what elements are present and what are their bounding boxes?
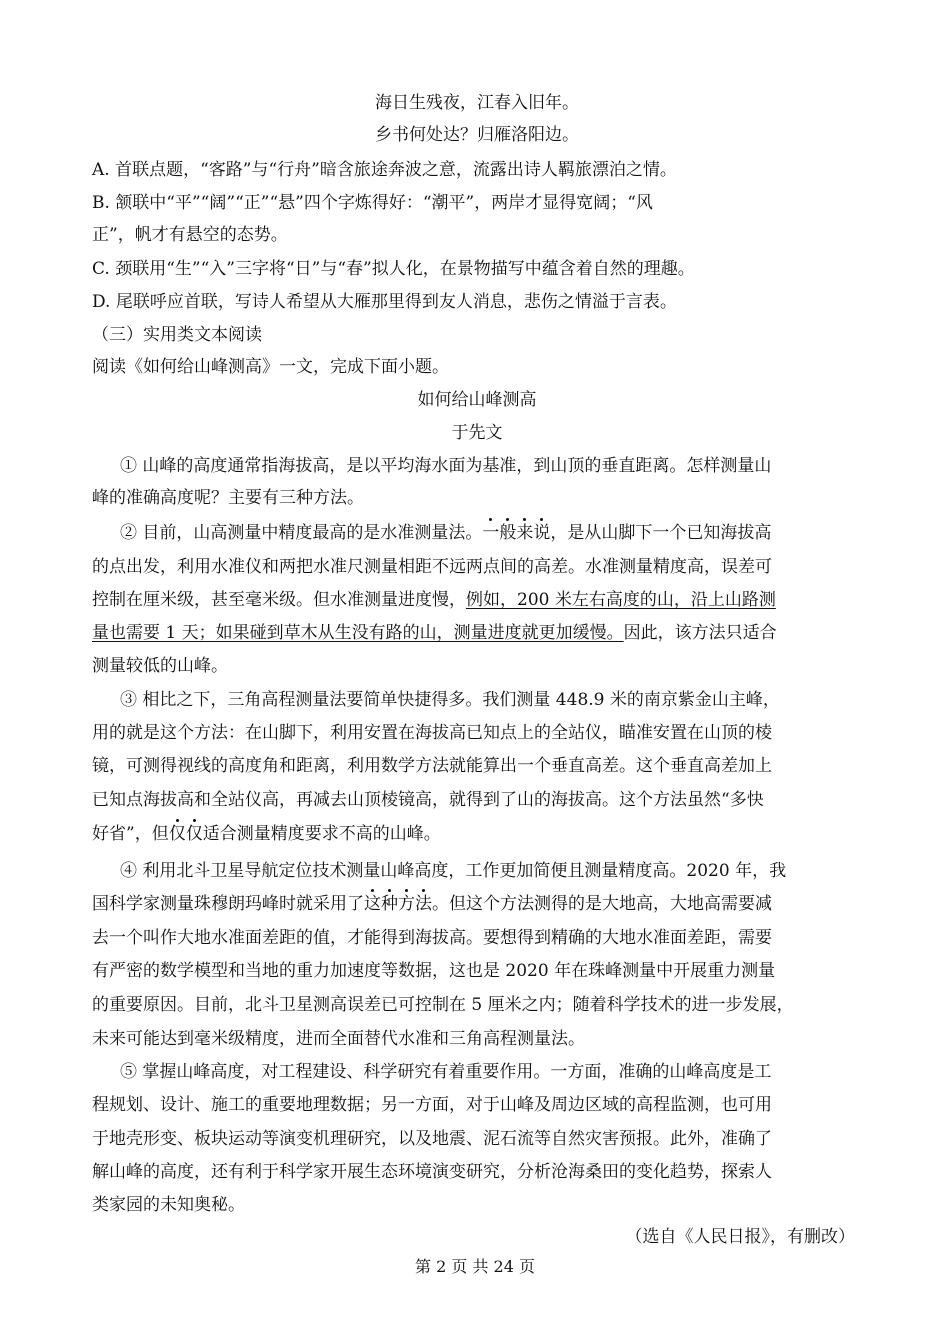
emphasis-char: 方 <box>398 894 415 914</box>
article-title: 如何给山峰测高 <box>417 390 537 410</box>
paragraph-4-line-2: 国科学家测量珠穆朗玛峰时就采用了这种方法。但这个方法测得的是大地高，大地高需要减 <box>92 894 772 914</box>
paragraph-2-line-3: 控制在厘米级，甚至毫米级。但水准测量进度慢，例如，200 米左右高度的山，沿上山路测 <box>92 590 776 610</box>
paragraph-3-line-2: 用的就是这个方法：在山脚下，利用安置在海拔高已知点上的全站仪，瞄准安置在山顶的棱 <box>92 723 772 743</box>
underlined-text: 量也需要 1 天；如果碰到草木从生没有路的山，测量进度就更加缓慢。 <box>92 623 624 643</box>
page-footer: 第 2 页 共 24 页 <box>415 1257 535 1276</box>
paragraph-4-line-3: 去一个叫作大地水准面差距的值，才能得到海拔高。要想得到精确的大地水准面差距，需要 <box>92 928 772 948</box>
section-heading: （三）实用类文本阅读 <box>92 325 262 345</box>
paragraph-5-line-5: 类家园的未知奥秘。 <box>92 1195 245 1215</box>
emphasis-char: 这 <box>364 894 381 914</box>
paragraph-5-line-2: 程规划、设计、施工的重要地理数据；另一方面，对于山峰及周边区域的高程监测，也可用 <box>92 1095 772 1115</box>
emphasis-char: 来 <box>516 523 534 543</box>
paragraph-1-line-2: 峰的准确高度呢？主要有三种方法。 <box>92 488 364 508</box>
emphasis-char: 说 <box>533 523 551 543</box>
paragraph-2-line-1: ② 目前，山高测量中精度最高的是水准测量法。一般来说，是从山脚下一个已知海拔高 <box>120 523 772 543</box>
poem-line-1: 海日生残夜，江春入旧年。 <box>375 93 579 113</box>
emphasis-char: 仅 <box>168 824 186 844</box>
paragraph-3-line-3: 镜，可测得视线的高度角和距离，利用数学方法就能算出一个垂直高差。这个垂直高差加上 <box>92 756 772 776</box>
option-d: D. 尾联呼应首联，写诗人希望从大雁那里得到友人消息，悲伤之情溢于言表。 <box>92 292 677 312</box>
option-b-line-2: 正”，帆才有悬空的态势。 <box>92 225 288 245</box>
emphasis-char: 般 <box>499 523 517 543</box>
paragraph-2-line-5: 测量较低的山峰。 <box>92 656 228 676</box>
paragraph-1-line-1: ① 山峰的高度通常指海拔高，是以平均海水面为基准，到山顶的垂直距离。怎样测量山 <box>120 456 772 476</box>
paragraph-4-line-4: 有严密的数学模型和当地的重力加速度等数据，这也是 2020 年在珠峰测量中开展重力测量 <box>92 961 776 981</box>
emphasis-char: 种 <box>381 894 398 914</box>
emphasis-char: 仅 <box>185 824 203 844</box>
option-a: A. 首联点题，“客路”与“行舟”暗含旅途奔波之意，流露出诗人羁旅漂泊之情。 <box>92 160 677 180</box>
paragraph-5-line-1: ⑤ 掌握山峰高度，对工程建设、科学研究有着重要作用。一方面，准确的山峰高度是工 <box>120 1062 772 1082</box>
paragraph-2-line-2: 的点出发，利用水准仪和两把水准尺测量相距不远两点间的高差。水准测量精度高，误差可 <box>92 557 772 577</box>
article-source: （选自《人民日报》，有删改） <box>625 1227 855 1247</box>
paragraph-3-line-5: 好省”，但仅仅适合测量精度要求不高的山峰。 <box>92 824 441 844</box>
paragraph-3-line-4: 已知点海拔高和全站仪高，再减去山顶棱镜高，就得到了山的海拔高。这个方法虽然“多快 <box>92 790 764 810</box>
emphasis-char: 一 <box>482 523 500 543</box>
emphasis-char: 法 <box>415 894 432 914</box>
poem-line-2: 乡书何处达？归雁洛阳边。 <box>375 125 579 145</box>
option-c: C. 颈联用“生”“入”三字将“日”与“春”拟人化，在景物描写中蕴含着自然的理趣。 <box>92 259 695 279</box>
option-b-line-1: B. 颔联中“平”“阔”“正”“悬”四个字炼得好：“潮平”，两岸才显得宽阔；“风 <box>92 193 653 213</box>
underlined-text: 例如，200 米左右高度的山，沿上山路测 <box>466 590 776 610</box>
paragraph-3-line-1: ③ 相比之下，三角高程测量法要简单快捷得多。我们测量 448.9 米的南京紫金山主峰， <box>120 690 780 710</box>
paragraph-2-line-4: 量也需要 1 天；如果碰到草木从生没有路的山，测量进度就更加缓慢。因此，该方法只适合 <box>92 623 777 643</box>
paragraph-4-line-5: 的重要原因。目前，北斗卫星测高误差已可控制在 5 厘米之内；随着科学技术的进一步发展， <box>92 995 794 1015</box>
paragraph-4-line-6: 未来可能达到毫米级精度，进而全面替代水准和三角高程测量法。 <box>92 1029 585 1049</box>
paragraph-5-line-3: 于地壳形变、板块运动等演变机理研究，以及地震、泥石流等自然灾害预报。此外，准确了 <box>92 1129 772 1149</box>
article-author: 于先文 <box>451 423 503 443</box>
paragraph-4-line-1: ④ 利用北斗卫星导航定位技术测量山峰高度，工作更加简便且测量精度高。2020 年，我 <box>120 861 787 881</box>
section-instruction: 阅读《如何给山峰测高》一文，完成下面小题。 <box>92 357 449 377</box>
paragraph-5-line-4: 解山峰的高度，还有利于科学家开展生态环境演变研究，分析沧海桑田的变化趋势，探索人 <box>92 1162 772 1182</box>
